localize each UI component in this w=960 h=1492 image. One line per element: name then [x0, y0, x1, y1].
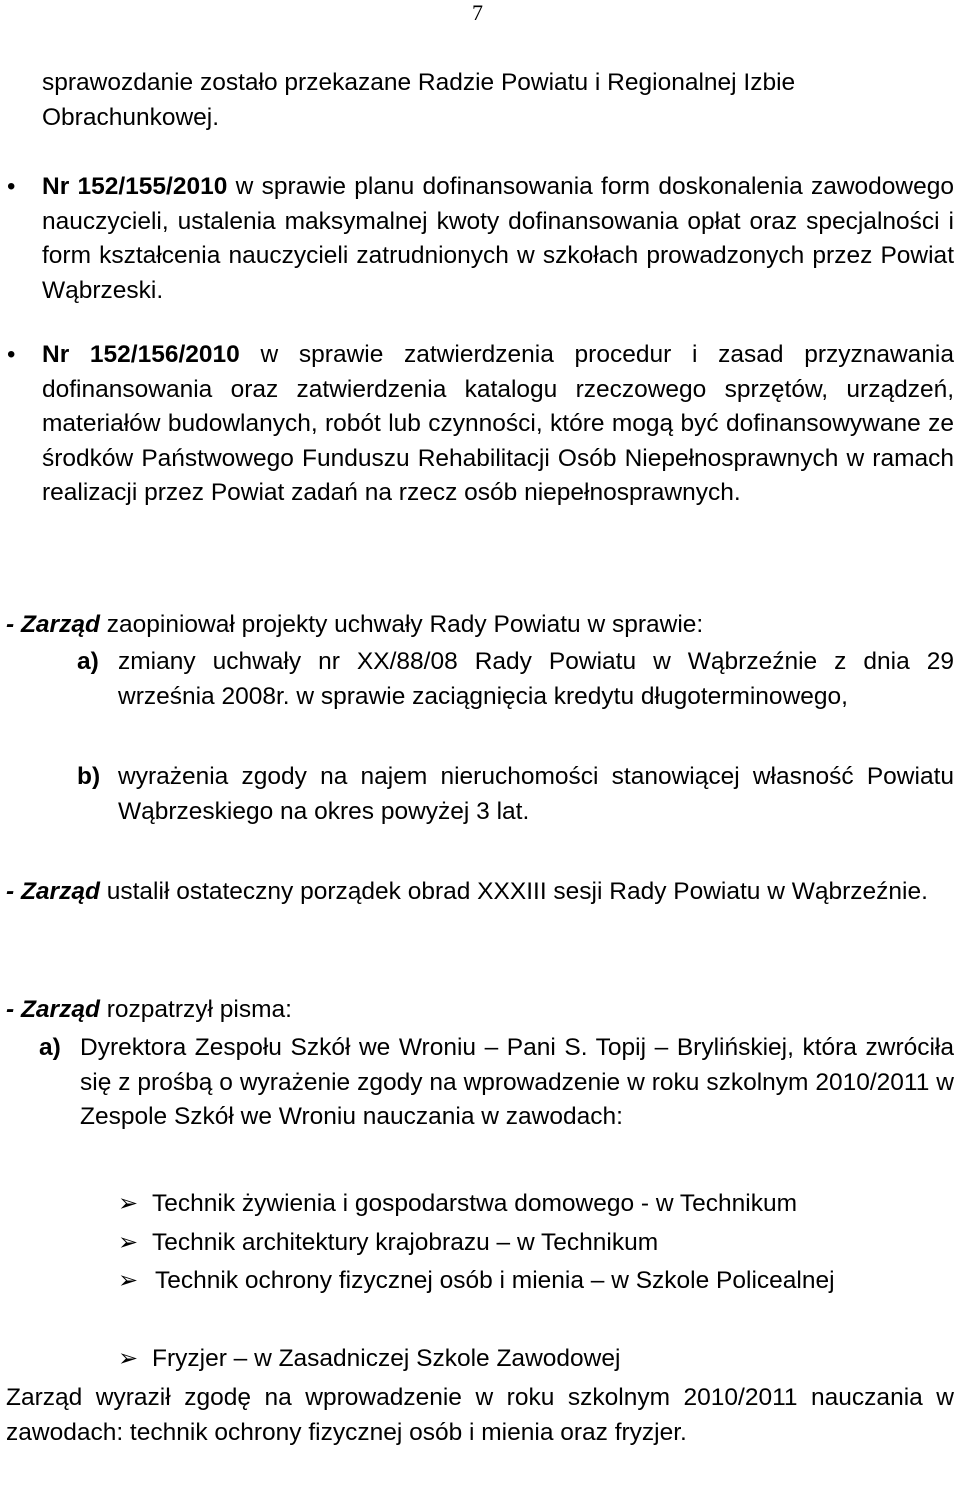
intro-paragraph — [42, 66, 954, 135]
bullet-dot-icon: • — [7, 341, 16, 368]
arrow-bullet-icon: ➢ — [118, 1190, 139, 1217]
intro-line-1: sprawozdanie zostało przekazane Radzie Powiatu i Regionalnej Izbie — [42, 69, 796, 96]
profession-item-4 — [120, 1342, 954, 1377]
section-text: rozpatrzył pisma: — [99, 996, 292, 1023]
profession-text: Fryzjer – w Zasadniczej Szkole Zawodowej — [152, 1345, 621, 1372]
item-label: a) — [77, 648, 99, 675]
section-agenda — [6, 875, 954, 910]
letters-item-a — [39, 1031, 954, 1135]
letters-conclusion: Zarząd wyraził zgodę na wprowadzenie w roku szkolnym 2010/2011 nauczania w zawodach: technik ochrony fizycznej osób i mienia oraz fryzjer. — [6, 1384, 954, 1446]
zarzad-label: - Zarząd — [6, 878, 100, 905]
profession-text: Technik żywienia i gospodarstwa domowego - w Technikum — [152, 1190, 798, 1217]
arrow-bullet-icon: ➢ — [118, 1267, 139, 1294]
opinion-item-a — [77, 645, 954, 714]
item-text: zmiany uchwały nr XX/88/08 Rady Powiatu w Wąbrzeźnie z dnia 29 września 2008r. w sprawie zaciągnięcia kredytu długoterminowego, — [118, 648, 954, 710]
arrow-bullet-icon: ➢ — [118, 1229, 139, 1256]
resolution-text: w sprawie zatwierdzenia procedur i zasad przyznawania dofinansowania oraz zatwierdzenia katalogu rzeczowego sprzętów, urządzeń, materiałów budowlanych, robót lub czynności, które mogą być dofinansowywane ze środków Państwowego Funduszu Rehabilitacji Osób Niepełnosprawnych w ramach realizacji przez Powiat zadań na rzecz osób niepełnosprawnych. — [42, 341, 954, 506]
profession-item-3 — [118, 1264, 954, 1299]
section-letters-heading — [6, 993, 954, 1028]
item-text: wyrażenia zgody na najem nieruchomości stanowiącej własność Powiatu Wąbrzeskiego na okres powyżej 3 lat. — [118, 763, 954, 825]
arrow-bullet-icon: ➢ — [118, 1345, 139, 1372]
opinion-item-b — [77, 760, 954, 829]
section-text: zaopiniował projekty uchwały Rady Powiatu w sprawie: — [99, 611, 704, 638]
resolution-number: Nr 152/155/2010 — [42, 173, 228, 200]
resolution-item-1 — [7, 170, 955, 308]
intro-line-2: Obrachunkowej. — [42, 103, 220, 131]
profession-text: Technik architektury krajobrazu – w Technikum — [152, 1229, 659, 1256]
resolution-text: w sprawie planu dofinansowania form doskonalenia zawodowego nauczycieli, ustalenia maksymalnej kwoty dofinansowania opłat oraz specjalności i form kształcenia nauczycieli zatrudnionych w szkołach prowadzonych przez Powiat Wąbrzeski. — [42, 173, 955, 304]
bullet-dot-icon: • — [7, 173, 16, 200]
zarzad-label: - Zarząd — [6, 996, 100, 1023]
item-label: a) — [39, 1034, 61, 1061]
resolution-item-2 — [7, 338, 954, 511]
profession-text: Technik ochrony fizycznej osób i mienia – w Szkole Policealnej — [155, 1267, 835, 1294]
zarzad-label: - Zarząd — [6, 611, 100, 638]
resolution-number: Nr 152/156/2010 — [42, 341, 240, 368]
profession-item-1 — [120, 1187, 954, 1222]
item-label: b) — [77, 763, 101, 790]
section-text: ustalił ostateczny porządek obrad XXXIII sesji Rady Powiatu w Wąbrzeźnie. — [99, 878, 928, 905]
page-number: 7 — [472, 0, 483, 25]
section-opinion-heading — [6, 608, 954, 643]
item-text: Dyrektora Zespołu Szkół we Wroniu – Pani S. Topij – Brylińskiej, która zwróciła się z prośbą o wyrażenie zgody na wprowadzenie w roku szkolnym 2010/2011 w Zespole Szkół we Wroniu nauczania w zawodach: — [80, 1034, 954, 1130]
profession-item-2 — [120, 1226, 954, 1261]
